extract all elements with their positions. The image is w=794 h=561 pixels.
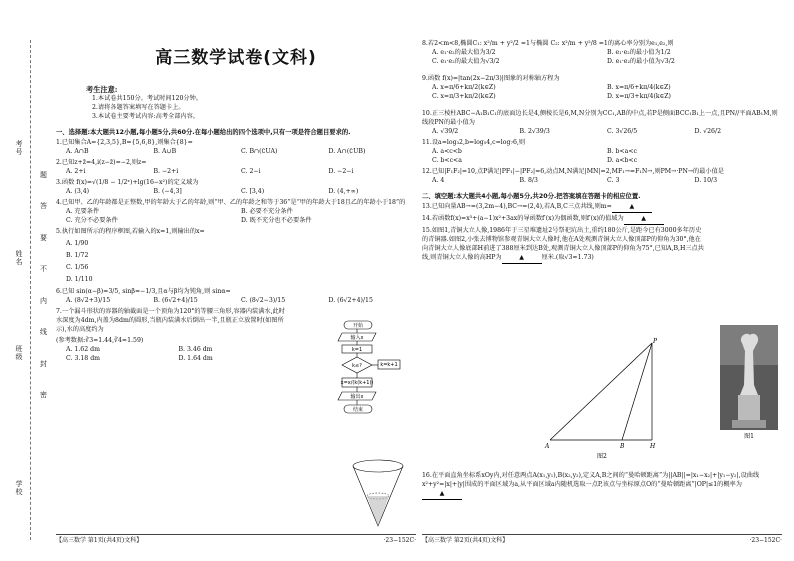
flow-update-k: k=k+1	[380, 362, 398, 368]
question-4: 4.已知甲、乙的年龄都是正整数,甲的年龄大于乙的年龄,则“甲、乙的年龄之和等于36”是“甲的年龄大于18且乙的年龄小于18”的	[56, 199, 406, 207]
option-a: A. A∩B	[66, 148, 89, 156]
option-a: A. 充要条件	[66, 208, 100, 216]
question-14-text: 14.若函数f(x)=x³+(a−1)x²+3ax的导函数f′(x)为偶函数,则f′(x)的值域为	[422, 214, 624, 222]
option-b: B. −2+i	[153, 168, 179, 176]
page-1-footer	[56, 534, 416, 546]
question-10-options	[422, 128, 782, 137]
option-b: B. 必要不充分条件	[241, 208, 293, 216]
section-choice-header: 一、选择题:本大题共12小题,每小题5分,共60分.在每小题给出的四个选项中,只有一项是符合题目要求的.	[56, 129, 351, 137]
question-11-options	[422, 148, 782, 166]
question-7-options	[56, 346, 291, 364]
footer-page-label: 【高三数学 第1页(共4页)文科】	[56, 537, 143, 545]
question-5-options	[56, 240, 416, 285]
option-b: B. 3.46 dm	[178, 345, 213, 353]
name-label: 姓名	[15, 250, 23, 266]
option-c: C. 3	[607, 176, 620, 184]
notice-1: 1.本试卷共150分。考试时间120分钟。	[92, 95, 202, 103]
point-h: H	[650, 443, 656, 450]
question-15-unit: 厘米.(取√3≈1.73)	[541, 253, 594, 261]
figure-1-label: 图1	[744, 433, 754, 440]
answer-blank: ▲	[612, 203, 652, 213]
binding-margin	[0, 0, 48, 561]
option-d: D. 1.64 dm	[178, 354, 213, 362]
question-6: 6.已知 sin(α−β)=3/5, sinβ=−1/3,且α与β均为钝角,则 sinα=	[56, 287, 231, 295]
funnel-figure	[348, 458, 408, 528]
flow-update-x: x=x/(k(k+1))	[340, 380, 374, 386]
option-a: A. a<c<b	[432, 147, 462, 155]
program-flowchart	[324, 320, 404, 445]
option-d: D. (6√2+4)/15	[328, 296, 373, 304]
flow-end: 结束	[352, 407, 364, 413]
option-c: C. [3,4)	[241, 188, 265, 196]
school-label: 学校	[15, 480, 23, 496]
seal-char: 线	[40, 328, 47, 337]
point-a: A	[545, 443, 550, 450]
option-c: C. e₁·e₂的最大值为√3/2	[432, 57, 500, 65]
question-12: 12.已知|F₁F₂|=10,点P满足|PF₁|−|PF₂|=6,动点M,N满足|MN|=2,MF₁→=F₁N→,则PM→·PN→的最小值是	[422, 167, 724, 175]
answer-blank: ▲	[624, 215, 664, 225]
option-c: C. b<c<a	[432, 156, 462, 164]
question-16-text: 16.在平面直角坐标系xOy内,对任意两点A(x₁,y₁),B(x₂,y₂),定义A,B之间的“曼哈顿距离”为||AB||=|x₁−x₂|+|y₁−y₂|,设曲线x²+y²=|x|+|y|围成的平面区域为a,从平面区域a内随机选取一点P,该点与坐标原点O的“曼哈顿距离”|OP|≤1的概率为	[422, 472, 760, 488]
option-b: B. A∪B	[153, 148, 177, 156]
section-fill-header: 二、填空题:本大题共4小题,每小题5分,共20分.把答案填在答题卡的相应位置.	[422, 192, 641, 200]
question-12-options	[422, 177, 782, 186]
question-8: 8.若2<m<8,椭圆C₁: x²/m + y²/2 =1与椭圆 C₂: x²/m + y²/8 =1的离心率分别为e₁,e₂,则	[422, 40, 674, 47]
page-2	[422, 10, 782, 550]
option-d: D. √26/2	[694, 127, 722, 135]
question-13	[422, 203, 782, 213]
cut-line	[30, 40, 31, 540]
flow-init: k=1	[351, 347, 363, 353]
question-1-options	[56, 148, 416, 157]
option-a: A. √39/2	[432, 127, 459, 135]
question-7: 7.一个漏斗形状的容器的轴截面是一个顶角为120°的等腰三角形,容器内装满水,此时水深度为4dm,内盖为8dm的圆形,当瓶内装满水后倒出一半,且瓶正立放置时(如图所示),水的高度约为	[56, 307, 285, 333]
option-d: D. x=π/3+kπ/4(k∈Z)	[607, 92, 671, 100]
option-b: B. (−4,3]	[153, 188, 182, 196]
figure-2-label: 图2	[597, 453, 607, 460]
question-9-options	[422, 84, 782, 102]
option-d: D. −2−i	[328, 168, 354, 176]
question-16	[422, 472, 762, 500]
question-1: 1.已知集合A={2,3,5},B={5,6,8},则集合{8}=	[56, 139, 193, 147]
option-d: D. 1/110	[66, 275, 93, 283]
bronze-statue-photo	[720, 325, 778, 440]
footer-code: ·23−152C·	[383, 537, 416, 545]
seal-char: 题	[40, 171, 47, 179]
question-2-options	[56, 168, 416, 177]
option-a: A. 4	[432, 176, 445, 184]
option-d: D. A∩(∁UB)	[328, 148, 366, 156]
seal-char: 内	[40, 296, 47, 305]
option-d: D. a<b<c	[607, 156, 638, 164]
footer-code: ·23−152C·	[749, 537, 782, 545]
question-15	[422, 227, 707, 264]
question-14	[422, 215, 782, 225]
option-d: D. 既不充分也不必要条件	[241, 217, 312, 225]
notice-title: 考生注意:	[86, 84, 118, 94]
option-b: B. x=π/6+kπ/4(k∈Z)	[607, 83, 671, 91]
option-b: B. 1/72	[66, 251, 89, 259]
page-2-footer	[422, 534, 782, 546]
option-a: A. (3,4)	[66, 188, 90, 196]
option-d: D. 10/3	[694, 176, 718, 184]
option-b: B. 2√39/3	[519, 127, 550, 135]
question-15-text: 15.如图1,青铜大立人像,1986年于三星堆遗址2号祭祀坑出土,重约180公斤,是距今已有3000多年历史的青铜器.如图2,小张去博物馆参观青铜大立人像时,他在A处观测青铜大立人像顶部P的仰角为30°,他在向青铜大立人像底部H前进了388厘米到达B处,观测青铜大立人像顶部P的仰角为75°,已知A,B,H三点共线,则青铜大立人像的高HP为	[422, 226, 704, 261]
triangle-figure	[542, 335, 662, 460]
option-a: A. e₁·e₂的最大值为3/2	[432, 48, 496, 56]
question-4-options	[56, 208, 416, 226]
point-b: B	[620, 443, 625, 450]
seal-char: 封	[40, 359, 47, 368]
option-d: D. e₁·e₂的最小值为√3/2	[607, 57, 675, 65]
option-c: C. B∩(∁UA)	[241, 148, 278, 156]
question-11: 11.设a=log₃2,b=log₅4,c=log₇6,则	[422, 138, 526, 146]
question-6-options	[56, 297, 416, 306]
point-p: P	[653, 338, 658, 345]
flow-condition: k≤?	[352, 363, 362, 369]
option-b: B. 8/3	[519, 176, 538, 184]
option-a: A. (8√2+3)/15	[66, 296, 111, 304]
option-b: B. e₁·e₂的最小值为1/2	[607, 48, 671, 56]
exam-no-label: 考号	[15, 140, 23, 156]
option-a: A. x=π/6+kπ/2(k∈Z)	[432, 83, 496, 91]
option-c: C. 充分不必要条件	[66, 217, 118, 225]
option-c: C. 3.18 dm	[66, 354, 101, 362]
option-b: B. (6√2+4)/15	[153, 296, 198, 304]
footer-page-label: 【高三数学 第2页(共4页)文科】	[422, 537, 509, 545]
question-9: 9.函数 f(x)=|tan(2x−2π/3)|图象的对称轴方程为	[422, 74, 560, 82]
answer-blank: ▲	[502, 254, 542, 264]
question-10: 10.正三棱柱ABC−A₁B₁C₁的底面边长是4,侧棱长是6,M,N分别为CC₁,AB的中点,若P是侧面BCC₁B₁上一点,且PN//平面AB₁M,则线段PN的最小值为	[422, 109, 778, 126]
option-d: D. (4,+∞)	[328, 188, 359, 196]
class-label: 班级	[15, 345, 23, 361]
page-1	[56, 10, 416, 550]
answer-blank: ▲	[422, 490, 462, 500]
seal-warning	[40, 170, 47, 400]
question-5: 5.执行如图所示的程序框图,若输入的x=1,则输出的x=	[56, 228, 205, 236]
seal-char: 不	[40, 265, 47, 274]
flow-output: 输出x	[350, 394, 364, 400]
option-c: C. 2−i	[241, 168, 261, 176]
option-a: A. 1/90	[66, 240, 89, 247]
question-7-reference: (参考数据:∛3≈1.44,∛4≈1.59)	[56, 336, 144, 344]
notice-2: 2.请将各题答案填写在答题卡上。	[92, 104, 185, 112]
flow-input: 输入x	[350, 335, 364, 341]
question-3-options	[56, 188, 416, 197]
option-b: B. b<a<c	[607, 147, 637, 155]
flow-start: 开始	[352, 323, 364, 329]
option-c: C. 1/56	[66, 263, 89, 271]
option-a: A. 1.62 dm	[66, 345, 100, 353]
question-8-options	[422, 49, 782, 67]
notice-3: 3.本试卷主要考试内容:高考全部内容。	[92, 113, 199, 121]
seal-char: 要	[40, 233, 47, 242]
option-c: C. x=π/3+kπ/2(k∈Z)	[432, 92, 496, 100]
question-2: 2.已知z+z̄=4,i(z−z̄)=−2,则z=	[56, 159, 147, 167]
exam-title: 高三数学试卷(文科)	[155, 48, 317, 68]
option-c: C. (8√2−3)/15	[241, 296, 286, 304]
seal-char: 密	[40, 390, 47, 399]
option-c: C. 3√26/5	[607, 127, 638, 135]
question-3: 3.函数 f(x)=√(1/8 − 1/2ˣ)+lg(16−x²)的定义域为	[56, 179, 199, 187]
question-13-text: 13.已知向量AB→=(3,2m−4),BC→=(2,4),若A,B,C三点共线,则m=	[422, 202, 612, 210]
option-a: A. 2+i	[66, 168, 86, 176]
seal-char: 答	[40, 202, 47, 211]
